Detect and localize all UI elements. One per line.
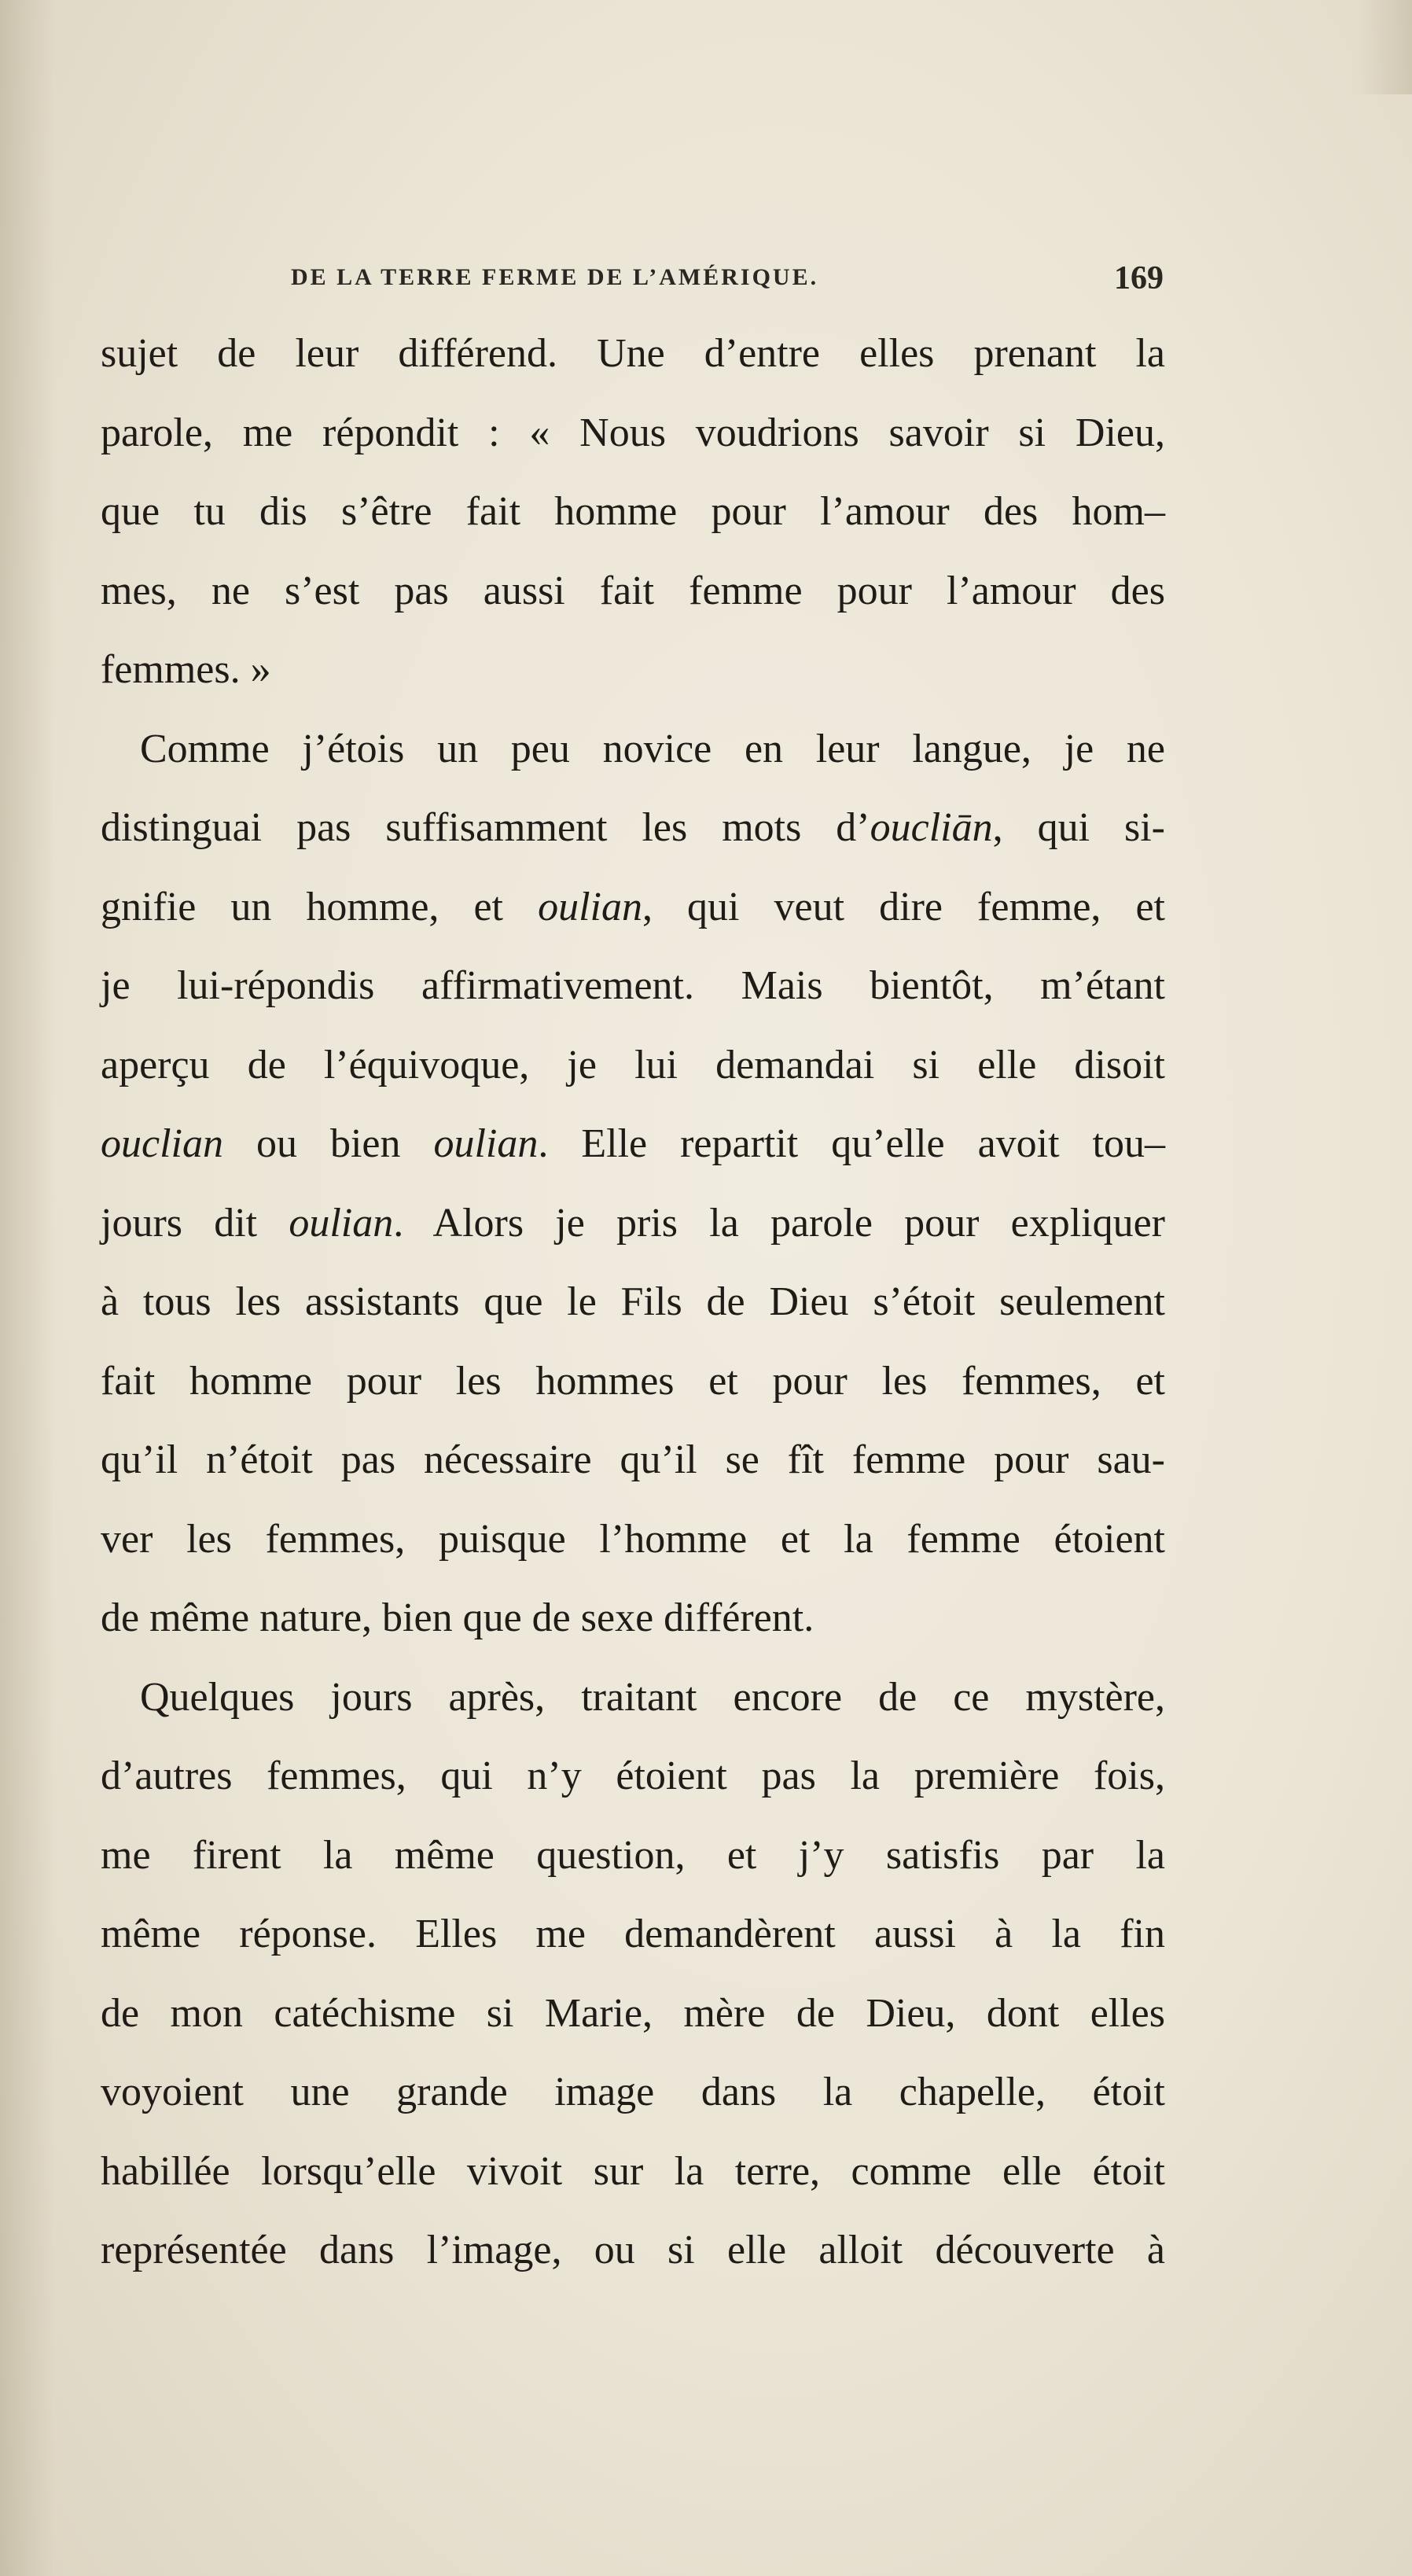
body-text <box>101 315 1165 2291</box>
text-line: qu’il n’étoit pas nécessaire qu’il se fît femme pour sau- <box>101 1437 1165 1482</box>
running-head <box>291 259 1164 299</box>
text-line: gnifie un homme, et oulian, qui veut dire femme, et <box>101 884 1166 929</box>
text-line: de mon catéchisme si Marie, mère de Dieu, dont elles <box>101 1990 1165 2036</box>
text-line: jours dit oulian. Alors je pris la parole pour expliquer <box>101 1200 1165 1246</box>
text-line: me firent la même question, et j’y satisfis par la <box>101 1832 1165 1878</box>
text-line: d’autres femmes, qui n’y étoient pas la première fois, <box>101 1754 1165 1798</box>
text-line: Comme j’étois un peu novice en leur langue, je ne <box>140 726 1165 771</box>
text-line: représentée dans l’image, ou si elle alloit découverte à <box>101 2228 1165 2272</box>
text-line: sujet de leur différend. Une d’entre elles prenant la <box>101 331 1165 376</box>
text-line: que tu dis s’être fait homme pour l’amour des hom– <box>101 489 1165 534</box>
text-line: parole, me répondit : « Nous voudrions savoir si Dieu, <box>101 410 1165 455</box>
text-line: ouclian ou bien oulian. Elle repartit qu’elle avoit tou– <box>101 1121 1165 1166</box>
text-line: à tous les assistants que le Fils de Dieu s’étoit seulement <box>101 1279 1165 1324</box>
text-line: femmes. » <box>101 647 271 692</box>
text-line: Quelques jours après, traitant encore de ce mystère, <box>140 1674 1165 1720</box>
text-line: fait homme pour les hommes et pour les femmes, et <box>101 1358 1165 1404</box>
text-line: distinguai pas suffisamment les mots d’oucliān, qui si- <box>101 805 1166 850</box>
text-line: voyoient une grande image dans la chapelle, étoit <box>101 2070 1165 2114</box>
text-line: habillée lorsqu’elle vivoit sur la terre, comme elle étoit <box>101 2148 1165 2194</box>
text-line: même réponse. Elles me demandèrent aussi à la fin <box>101 1912 1165 1956</box>
running-title: DE LA TERRE FERME DE L’AMÉRIQUE. <box>291 264 819 290</box>
text-line: aperçu de l’équivoque, je lui demandai si elle disoit <box>101 1042 1165 1087</box>
page-number: 169 <box>1114 260 1164 296</box>
text-line: de même nature, bien que de sexe différent. <box>101 1595 814 1640</box>
text-line: mes, ne s’est pas aussi fait femme pour l’amour des <box>101 568 1165 613</box>
text-line: je lui-répondis affirmativement. Mais bientôt, m’étant <box>101 963 1165 1008</box>
text-line: ver les femmes, puisque l’homme et la femme étoient <box>101 1516 1165 1562</box>
